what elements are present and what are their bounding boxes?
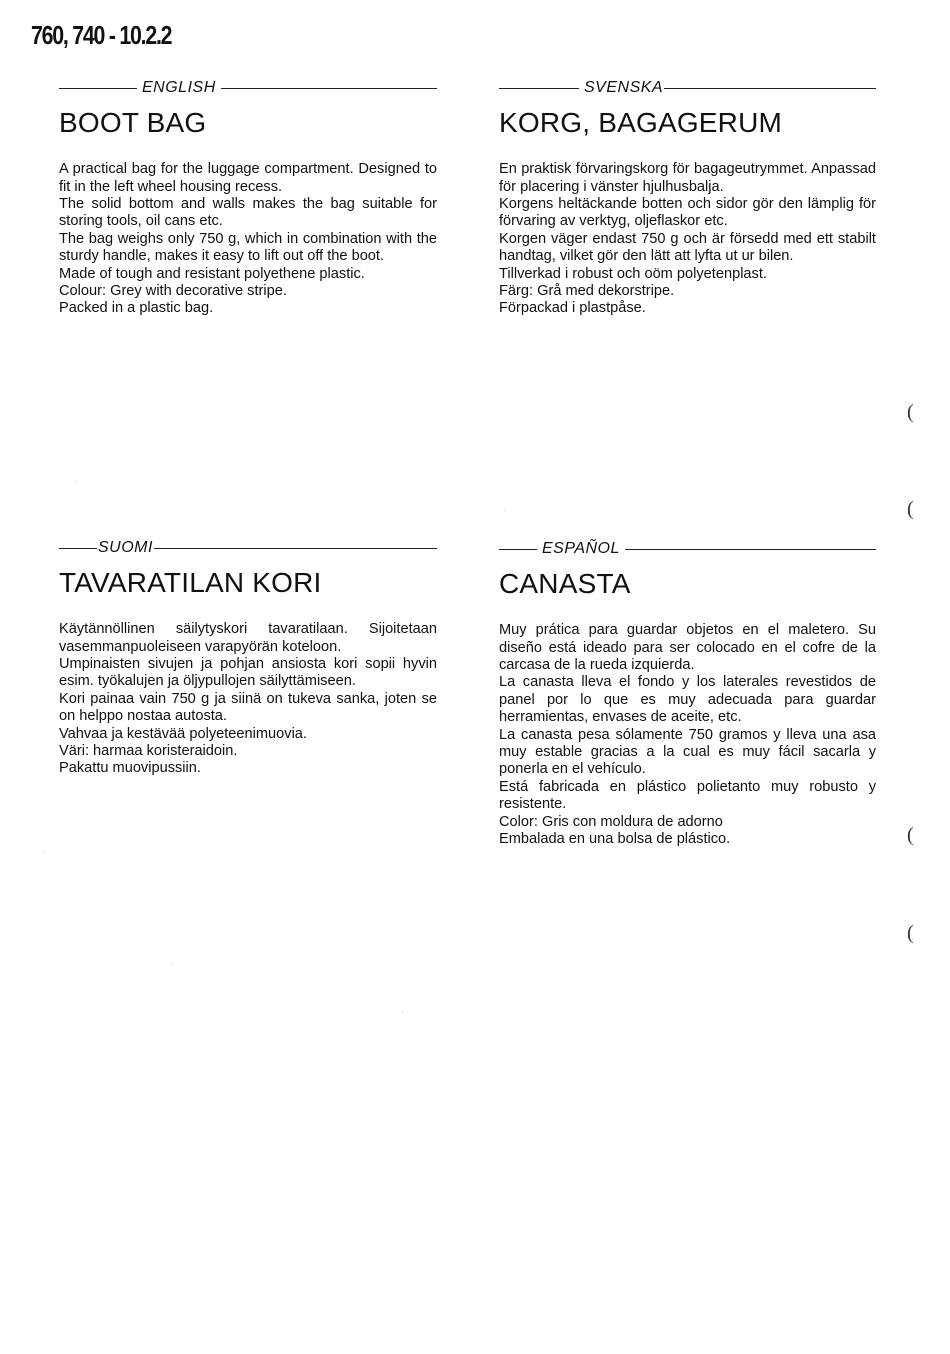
paragraph: En praktisk förvaringskorg för bagageutrymmet. Anpassad för placering i vänster hjulhusbalja. — [499, 161, 876, 195]
paragraph: Korgens heltäckande botten och sidor gör den lämplig för förvaring av verktyg, oljeflaskor etc. — [499, 196, 876, 230]
paragraph: Käytännöllinen säilytyskori tavaratilaan. Sijoitetaan vasemmanpuoleiseen varapyörän koteloon. — [59, 621, 437, 655]
rule-left — [59, 88, 137, 89]
paragraph: Väri: harmaa koristeraidoin. — [59, 743, 238, 760]
scan-speck — [504, 510, 505, 511]
paragraph: Muy prática para guardar objetos en el maletero. Su diseño está ideado para ser colocado en el cofre de la carcasa de la rueda izquierda. — [499, 622, 876, 674]
section-title: BOOT BAG — [59, 107, 207, 138]
paragraph: Vahvaa ja kestävää polyeteenimuovia. — [59, 725, 307, 742]
paragraph: Made of tough and resistant polyethene plastic. — [59, 265, 365, 282]
section-body — [499, 622, 876, 848]
rule-right — [221, 88, 437, 89]
section-svenska — [499, 79, 876, 318]
section-suomi — [59, 539, 437, 778]
rule-right — [664, 88, 876, 89]
paragraph: Color: Gris con moldura de adorno — [499, 813, 723, 830]
language-label: ESPAÑOL — [542, 540, 620, 557]
binding-hole-mark: ( — [907, 922, 914, 944]
rule-left — [499, 549, 537, 550]
scan-speck — [172, 963, 173, 964]
paragraph: Tillverkad i robust och oöm polyetenplast. — [499, 265, 767, 282]
paragraph: Pakattu muovipussiin. — [59, 760, 201, 777]
paragraph: Embalada en una bolsa de plástico. — [499, 831, 731, 848]
rule-left — [59, 548, 97, 549]
paragraph: A practical bag for the luggage compartment. Designed to fit in the left wheel housing recess. — [59, 161, 437, 195]
paragraph: Förpackad i plastpåse. — [499, 300, 646, 317]
language-heading-suomi — [59, 539, 437, 557]
binding-hole-mark: ( — [907, 401, 914, 423]
page-header: 760, 740 - 10.2.2 — [31, 20, 172, 50]
paragraph: La canasta lleva el fondo y los laterales revestidos de panel por lo que es muy adecuada para guardar herramientas, envases de aceite, etc. — [499, 674, 876, 726]
scan-speck — [75, 481, 76, 482]
language-heading-english — [59, 79, 437, 97]
language-heading-svenska — [499, 79, 876, 97]
section-title: KORG, BAGAGERUM — [499, 107, 783, 138]
paragraph: Packed in a plastic bag. — [59, 300, 214, 317]
paragraph: Kori painaa vain 750 g ja siinä on tukeva sanka, joten se on helppo nostaa autosta. — [59, 690, 437, 725]
binding-hole-mark: ( — [907, 498, 914, 520]
paragraph: The solid bottom and walls makes the bag suitable for storing tools, oil cans etc. — [59, 196, 437, 230]
language-heading-espanol — [499, 540, 876, 558]
language-label: ENGLISH — [142, 79, 216, 96]
paragraph: Färg: Grå med dekorstripe. — [499, 283, 675, 300]
rule-left — [499, 88, 579, 89]
paragraph: La canasta pesa sólamente 750 gramos y lleva una asa muy estable gracias a la cual es muy fácil sacarla y ponerla en el vehículo. — [499, 726, 876, 778]
rule-right — [154, 548, 437, 549]
paragraph: Korgen väger endast 750 g och är försedd med ett stabilt handtag, vilket gör den lätt att lyfta ut ur bilen. — [499, 230, 876, 265]
paragraph: Colour: Grey with decorative stripe. — [59, 283, 287, 300]
language-label: SVENSKA — [584, 79, 664, 96]
section-body — [499, 161, 876, 318]
paragraph: The bag weighs only 750 g, which in combination with the sturdy handle, makes it easy to lift out off the boot. — [59, 230, 437, 265]
section-title: TAVARATILAN KORI — [59, 567, 322, 598]
scan-speck — [402, 1011, 403, 1012]
section-english — [59, 79, 437, 318]
section-title: CANASTA — [499, 568, 631, 599]
section-espanol — [499, 540, 876, 849]
binding-hole-mark: ( — [907, 824, 914, 846]
rule-right — [625, 549, 876, 550]
section-body — [59, 161, 437, 318]
paragraph: Está fabricada en plástico polietanto muy robusto y resistente. — [499, 778, 876, 813]
language-label: SUOMI — [98, 539, 153, 556]
paragraph: Umpinaisten sivujen ja pohjan ansiosta kori sopii hyvin esim. työkalujen ja öljypullojen säilyttämiseen. — [59, 656, 437, 690]
section-body — [59, 621, 437, 778]
scan-speck — [43, 852, 44, 853]
